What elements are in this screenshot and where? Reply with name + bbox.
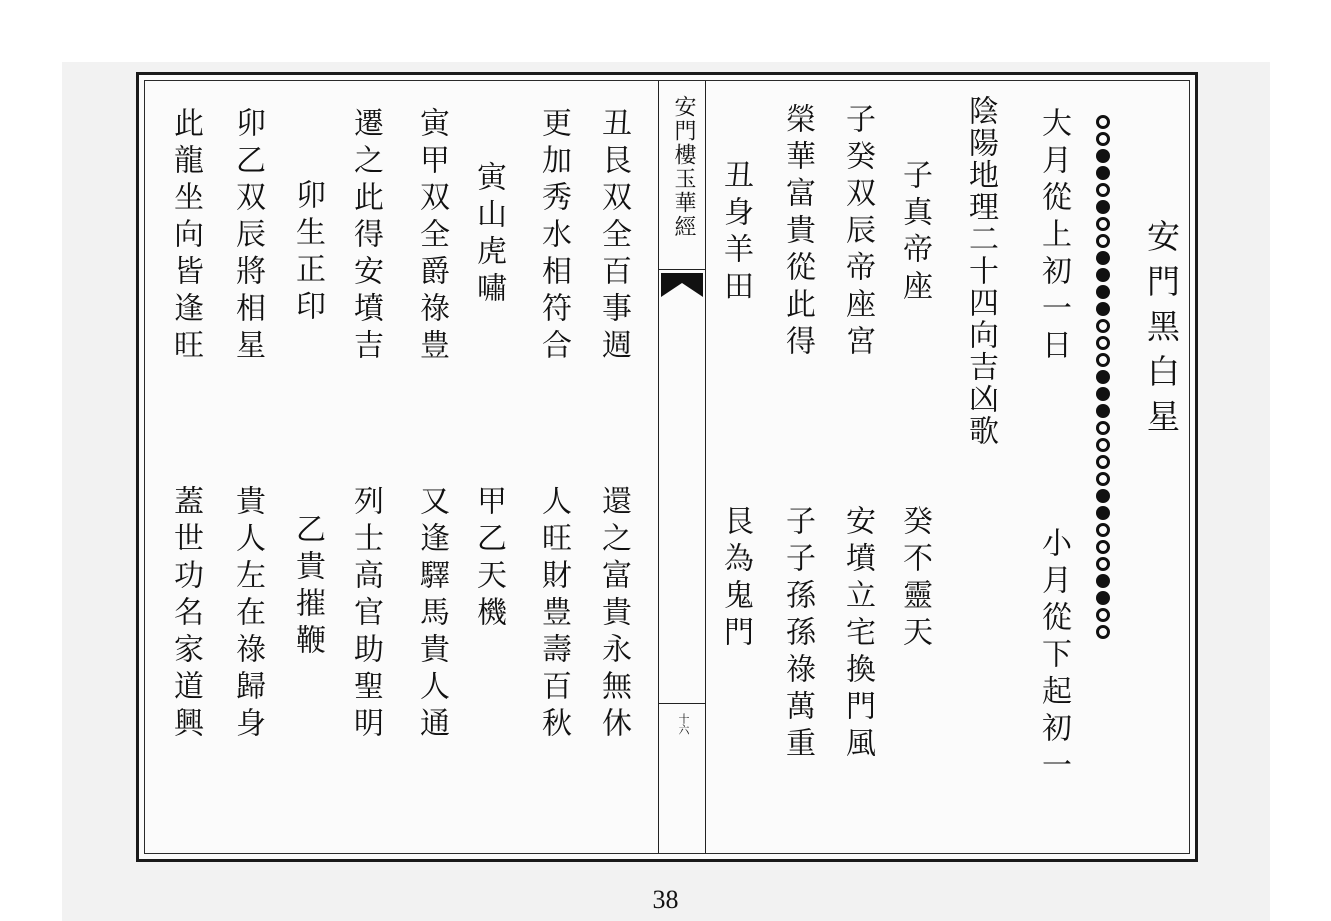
black-star-mark: [1096, 149, 1110, 163]
left-col-7-upper: 卯乙双辰將相星: [230, 107, 265, 366]
left-col-5-upper: 遷之此得安墳吉: [348, 107, 383, 366]
black-star-mark: [1096, 200, 1110, 214]
white-star-mark: [1096, 421, 1110, 435]
page-number: 38: [652, 885, 679, 914]
left-col-4-upper: 寅甲双全爵祿豊: [414, 107, 449, 366]
white-star-mark: [1096, 557, 1110, 571]
white-star-mark: [1096, 353, 1110, 367]
white-star-mark: [1096, 625, 1110, 639]
black-star-mark: [1096, 404, 1110, 418]
right-col-5-lower: 子子孫孫祿萬重: [780, 505, 815, 764]
white-star-mark: [1096, 523, 1110, 537]
right-col-5-upper: 榮華富貴從此得: [780, 103, 815, 362]
left-col-3-lower: 甲乙天機: [471, 485, 506, 633]
book-title: 安門樓玉華經: [671, 95, 696, 239]
right-col-1-upper: 大月從上初一日: [1036, 107, 1071, 366]
left-col-1-upper: 丑艮双全百事週: [596, 107, 631, 366]
black-star-mark: [1096, 251, 1110, 265]
white-star-mark: [1096, 217, 1110, 231]
white-star-mark: [1096, 115, 1110, 129]
black-white-star-marks: [1091, 115, 1115, 639]
right-col-4-upper: 子癸双辰帝座宮: [840, 103, 875, 362]
right-page-title: 安門黑白星: [1142, 219, 1181, 444]
white-star-mark: [1096, 234, 1110, 248]
white-star-mark: [1096, 540, 1110, 554]
black-star-mark: [1096, 506, 1110, 520]
right-col-2-upper: 陰陽地理二十四向吉凶歌: [963, 95, 998, 447]
left-col-6-upper: 卯生正印: [290, 179, 325, 327]
fishtail-mark-icon: [661, 273, 703, 297]
right-col-6-lower: 艮為鬼門: [718, 505, 753, 653]
left-col-1-lower: 還之富貴永無休: [596, 485, 631, 744]
left-col-7-lower: 貴人左在祿歸身: [230, 485, 265, 744]
black-star-mark: [1096, 166, 1110, 180]
left-col-2-lower: 人旺財豊壽百秋: [536, 485, 571, 744]
black-star-mark: [1096, 285, 1110, 299]
left-col-3-upper: 寅山虎嘯: [471, 161, 506, 309]
black-star-mark: [1096, 489, 1110, 503]
spine-divider-top: [659, 269, 705, 270]
right-col-6-upper: 丑身羊田: [718, 159, 753, 307]
white-star-mark: [1096, 132, 1110, 146]
right-col-4-lower: 安墳立宅換門風: [840, 505, 875, 764]
white-star-mark: [1096, 472, 1110, 486]
left-col-8-upper: 此龍坐向皆逢旺: [168, 107, 203, 366]
white-star-mark: [1096, 438, 1110, 452]
text-block-border: [144, 80, 1190, 854]
center-spine: [658, 81, 706, 853]
spine-divider-bottom: [659, 703, 705, 704]
white-star-mark: [1096, 319, 1110, 333]
right-col-1-lower: 小月從下起初一: [1036, 527, 1071, 786]
left-col-4-lower: 又逢驛馬貴人通: [414, 485, 449, 744]
right-col-3-lower: 癸不靈天: [897, 505, 932, 653]
black-star-mark: [1096, 370, 1110, 384]
left-col-8-lower: 蓋世功名家道興: [168, 485, 203, 744]
book-spread: [136, 72, 1198, 862]
black-star-mark: [1096, 591, 1110, 605]
black-star-mark: [1096, 302, 1110, 316]
white-star-mark: [1096, 336, 1110, 350]
spine-page-label: 十六: [677, 713, 690, 735]
left-col-6-lower: 乙貴摧鞭: [290, 513, 325, 661]
white-star-mark: [1096, 455, 1110, 469]
black-star-mark: [1096, 574, 1110, 588]
right-col-3-upper: 子真帝座: [897, 159, 932, 307]
left-col-5-lower: 列士高官助聖明: [348, 485, 383, 744]
white-star-mark: [1096, 183, 1110, 197]
left-col-2-upper: 更加秀水相符合: [536, 107, 571, 366]
white-star-mark: [1096, 608, 1110, 622]
black-star-mark: [1096, 387, 1110, 401]
black-star-mark: [1096, 268, 1110, 282]
